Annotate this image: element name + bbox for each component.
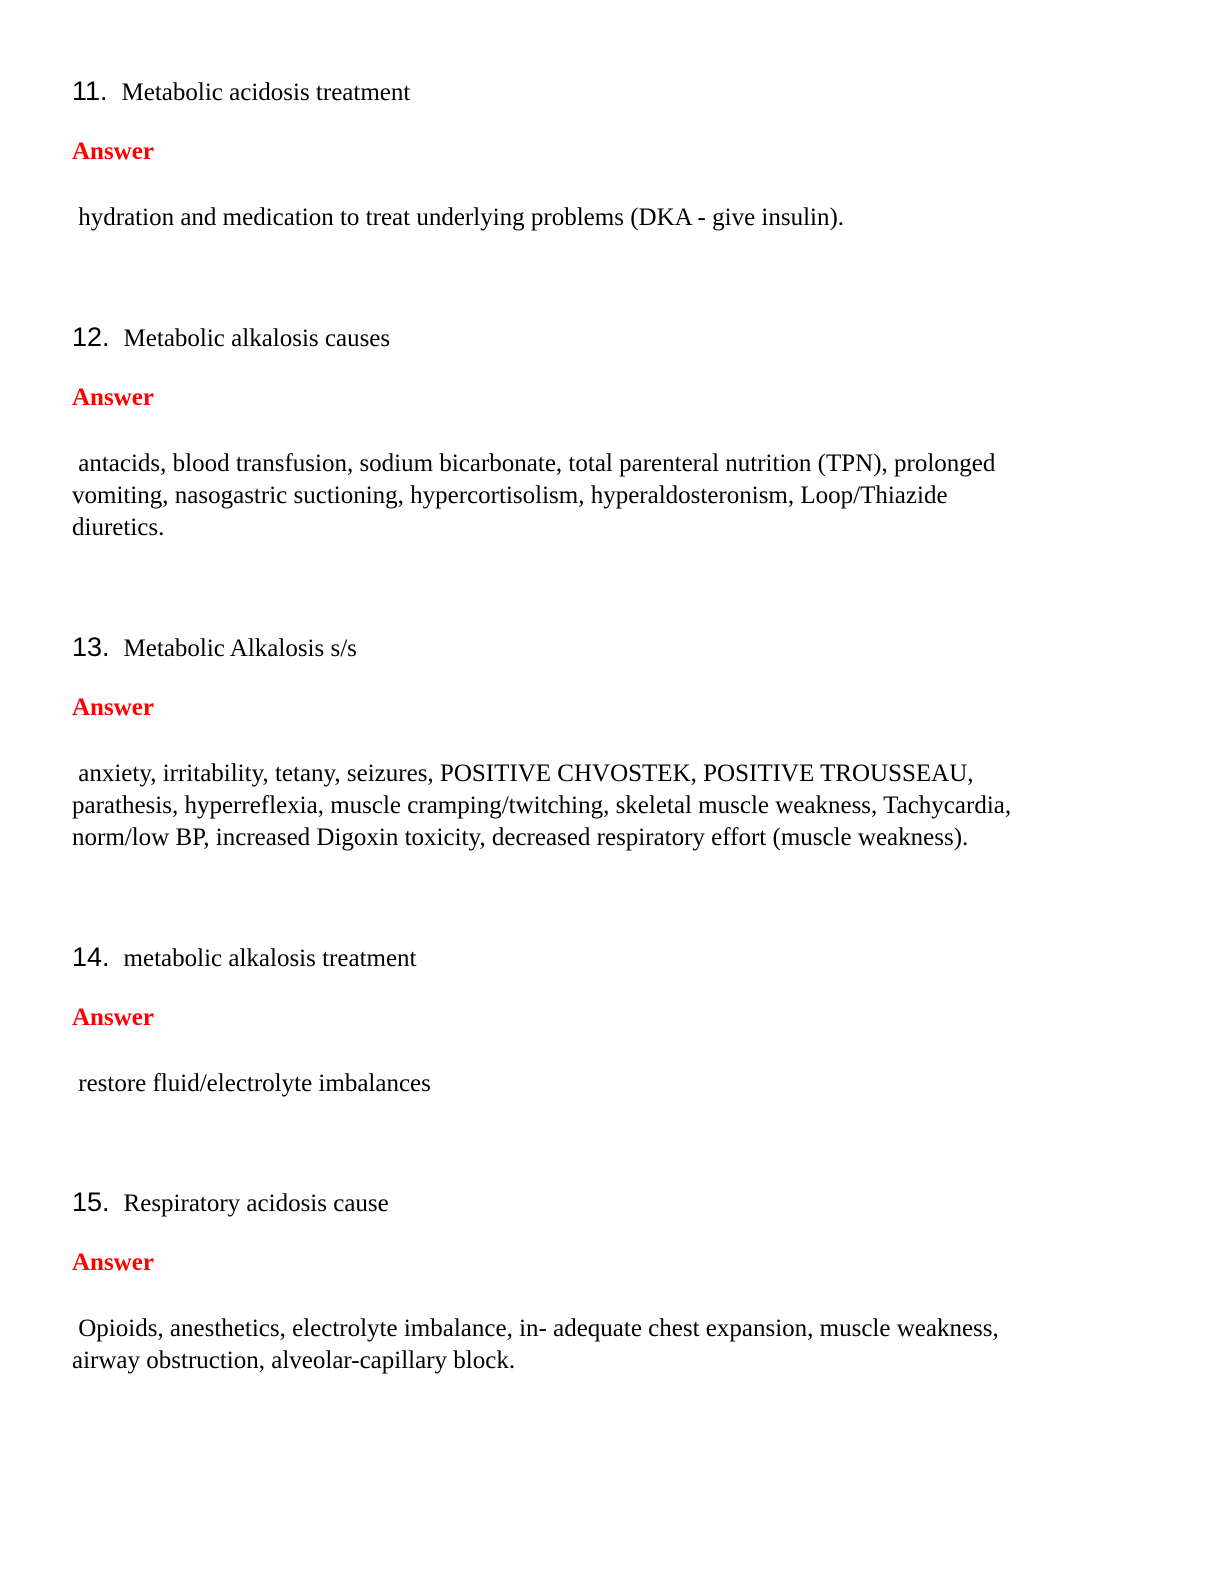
answer-label: Answer — [72, 1004, 154, 1031]
question-number: 11. — [72, 76, 108, 106]
answer-label: Answer — [72, 384, 154, 411]
question-line — [72, 322, 390, 358]
answer-text: anxiety, irritability, tetany, seizures, POSITIVE CHVOSTEK, POSITIVE TROUSSEAU, parathesis, hyperreflexia, muscle cramping/twitching, skeletal muscle weakness, Tachycardia, norm/low BP, increased Digoxin toxicity, decreased respiratory effort (muscle weakness). — [72, 760, 1012, 851]
question-line — [72, 942, 417, 978]
question-number: 12. — [72, 322, 110, 352]
question-text: Metabolic alkalosis causes — [123, 325, 391, 352]
question-number: 14. — [72, 942, 110, 972]
answer-text: antacids, blood transfusion, sodium bicarbonate, total parenteral nutrition (TPN), prolonged vomiting, nasogastric suctioning, hypercortisolism, hyperaldosteronism, Loop/Thiazide diuretics. — [72, 450, 996, 541]
answer-label: Answer — [72, 694, 154, 721]
question-line — [72, 1187, 389, 1223]
question-text: metabolic alkalosis treatment — [123, 945, 417, 972]
question-number: 15. — [72, 1187, 110, 1217]
answer-text: restore fluid/electrolyte imbalances — [72, 1070, 431, 1097]
answer-text: Opioids, anesthetics, electrolyte imbalance, in- adequate chest expansion, muscle weakness, airway obstruction, alveolar-capillary block. — [72, 1315, 999, 1374]
question-line — [72, 632, 357, 668]
question-text: Metabolic Alkalosis s/s — [123, 635, 357, 662]
answer-label: Answer — [72, 1249, 154, 1276]
question-number: 13. — [72, 632, 110, 662]
question-text: Respiratory acidosis cause — [123, 1190, 389, 1217]
answer-label: Answer — [72, 138, 154, 165]
answer-text: hydration and medication to treat underlying problems (DKA - give insulin). — [72, 204, 845, 231]
question-text: Metabolic acidosis treatment — [121, 79, 411, 106]
question-line — [72, 76, 410, 112]
